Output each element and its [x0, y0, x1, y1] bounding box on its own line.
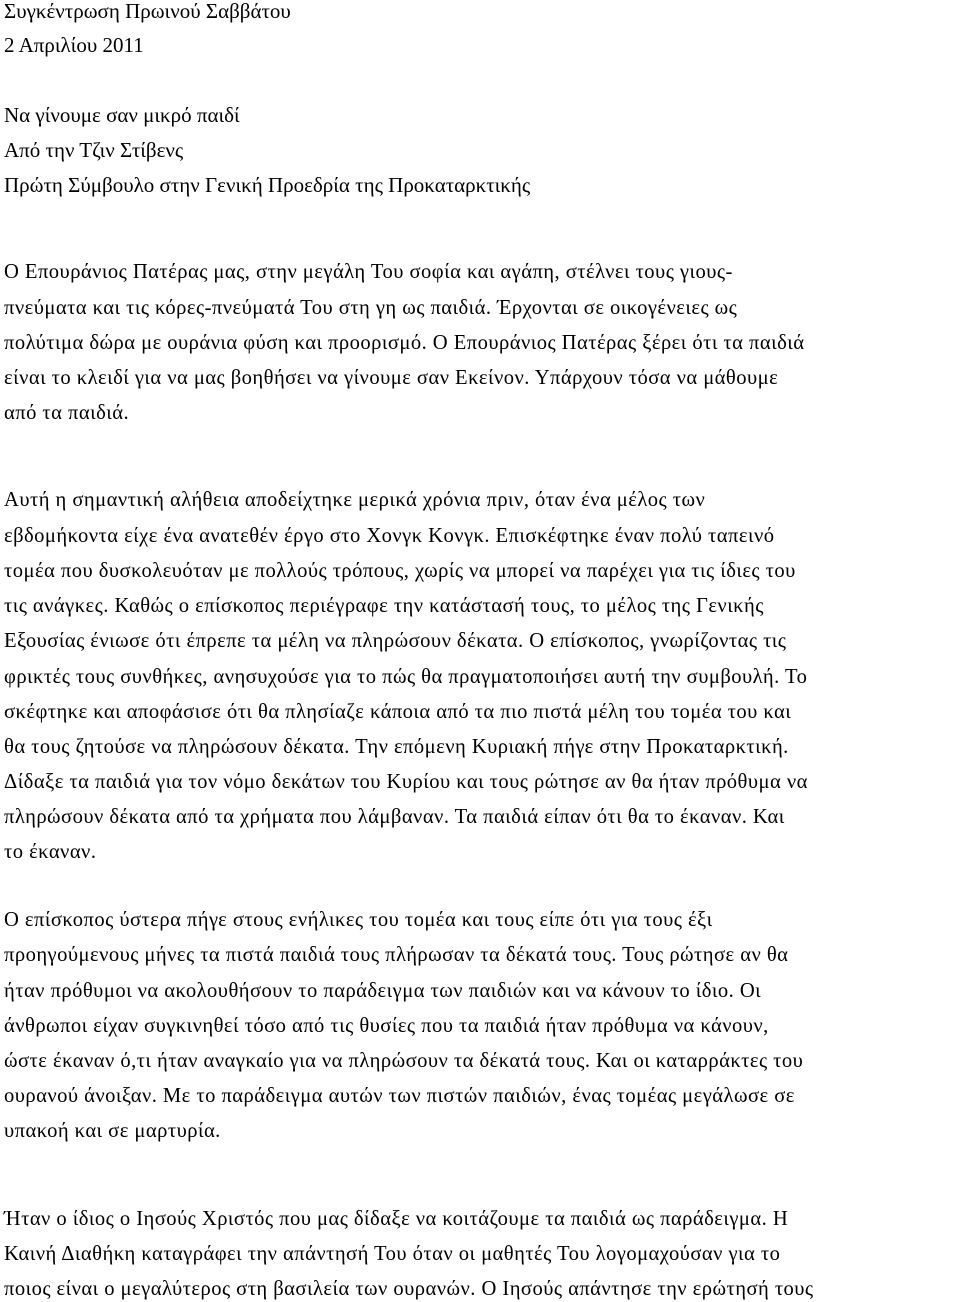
- paragraph-2-line: φρικτές τους συνθήκες, ανησυχούσε για το πώς θα πραγματοποιήσει αυτή την συμβουλή. Το: [4, 666, 808, 688]
- paragraph-1-line: από τα παιδιά.: [4, 402, 130, 424]
- paragraph-4-line: ποιος είναι ο μεγαλύτερος στη βασιλεία των ουρανών. Ο Ιησούς απάντησε την ερώτησή τους: [4, 1278, 814, 1300]
- paragraph-4-line: Καινή Διαθήκη καταγράφει την απάντησή Του όταν οι μαθητές Του λογομαχούσαν για το: [4, 1243, 781, 1265]
- paragraph-1-line: πολύτιμα δώρα με ουράνια φύση και προορισμό. Ο Επουράνιος Πατέρας ξέρει ότι τα παιδιά: [4, 332, 805, 354]
- paragraph-3-line: άνθρωποι είχαν συγκινηθεί τόσο από τις θυσίες που τα παιδιά ήταν πρόθυμα να κάνουν,: [4, 1015, 769, 1037]
- paragraph-2-line: θα τους ζητούσε να πληρώσουν δέκατα. Την επόμενη Κυριακή πήγε στην Προκαταρκτική.: [4, 736, 789, 758]
- paragraph-3-line: υπακοή και σε μαρτυρία.: [4, 1120, 221, 1142]
- talk-author: Από την Τζιν Στίβενς: [4, 138, 184, 162]
- paragraph-2-line: Αυτή η σημαντική αλήθεια αποδείχτηκε μερικά χρόνια πριν, όταν ένα μέλος των: [4, 489, 706, 511]
- talk-author-role: Πρώτη Σύμβουλο στην Γενική Προεδρία της Προκαταρκτικής: [4, 173, 531, 197]
- paragraph-1-line: πνεύματα και τις κόρες-πνεύματά Του στη γη ως παιδιά. Έρχονται σε οικογένειες ως: [4, 297, 738, 319]
- paragraph-2-line: τομέα που δυσκολευόταν με πολλούς τρόπους, χωρίς να μπορεί να παρέχει για τις ίδιες του: [4, 560, 796, 582]
- talk-title: Να γίνουμε σαν μικρό παιδί: [4, 103, 240, 127]
- paragraph-3-line: ώστε έκαναν ό,τι ήταν αναγκαίο για να πληρώσουν τα δέκατά τους. Και οι καταρράκτες του: [4, 1050, 804, 1072]
- paragraph-3-line: προηγούμενους μήνες τα πιστά παιδιά τους πλήρωσαν τα δέκατά τους. Τους ρώτησε αν θα: [4, 944, 789, 966]
- paragraph-2-line: Δίδαξε τα παιδιά για τον νόμο δεκάτων του Κυρίου και τους ρώτησε αν θα ήταν πρόθυμα να: [4, 771, 808, 793]
- paragraph-2-line: Εξουσίας ένιωσε ότι έπρεπε τα μέλη να πληρώσουν δέκατα. Ο επίσκοπος, γνωρίζοντας τις: [4, 630, 787, 652]
- paragraph-1-line: είναι το κλειδί για να μας βοηθήσει να γίνουμε σαν Εκείνον. Υπάρχουν τόσα να μάθουμε: [4, 367, 779, 389]
- paragraph-2-line: το έκαναν.: [4, 841, 97, 863]
- event-date: 2 Απριλίου 2011: [4, 33, 144, 57]
- paragraph-3-line: ήταν πρόθυμοι να ακολουθήσουν το παράδειγμα των παιδιών και να κάνουν το ίδιο. Οι: [4, 980, 762, 1002]
- event-title: Συγκέντρωση Πρωινού Σαββάτου: [4, 0, 291, 23]
- paragraph-2-line: εβδομήκοντα είχε ένα ανατεθέν έργο στο Χονγκ Κονγκ. Επισκέφτηκε έναν πολύ ταπεινό: [4, 525, 775, 547]
- paragraph-4-line: Ήταν ο ίδιος ο Ιησούς Χριστός που μας δίδαξε να κοιτάζουμε τα παιδιά ως παράδειγμα. Η: [4, 1208, 789, 1230]
- paragraph-2-line: πληρώσουν δέκατα από τα χρήματα που λάμβαναν. Τα παιδιά είπαν ότι θα το έκαναν. Και: [4, 806, 785, 828]
- paragraph-3-line: ουρανού άνοιξαν. Με το παράδειγμα αυτών των πιστών παιδιών, ένας τομέας μεγάλωσε σε: [4, 1085, 795, 1107]
- paragraph-3-line: Ο επίσκοπος ύστερα πήγε στους ενήλικες του τομέα και τους είπε ότι για τους έξι: [4, 909, 713, 931]
- paragraph-2-line: σκέφτηκε και αποφάσισε ότι θα πλησίαζε κάποια από τα πιο πιστά μέλη του τομέα του και: [4, 701, 792, 723]
- paragraph-2-line: τις ανάγκες. Καθώς ο επίσκοπος περιέγραφε την κατάστασή τους, το μέλος της Γενικής: [4, 595, 764, 617]
- paragraph-1-line: Ο Επουράνιος Πατέρας μας, στην μεγάλη Του σοφία και αγάπη, στέλνει τους γιους-: [4, 261, 733, 283]
